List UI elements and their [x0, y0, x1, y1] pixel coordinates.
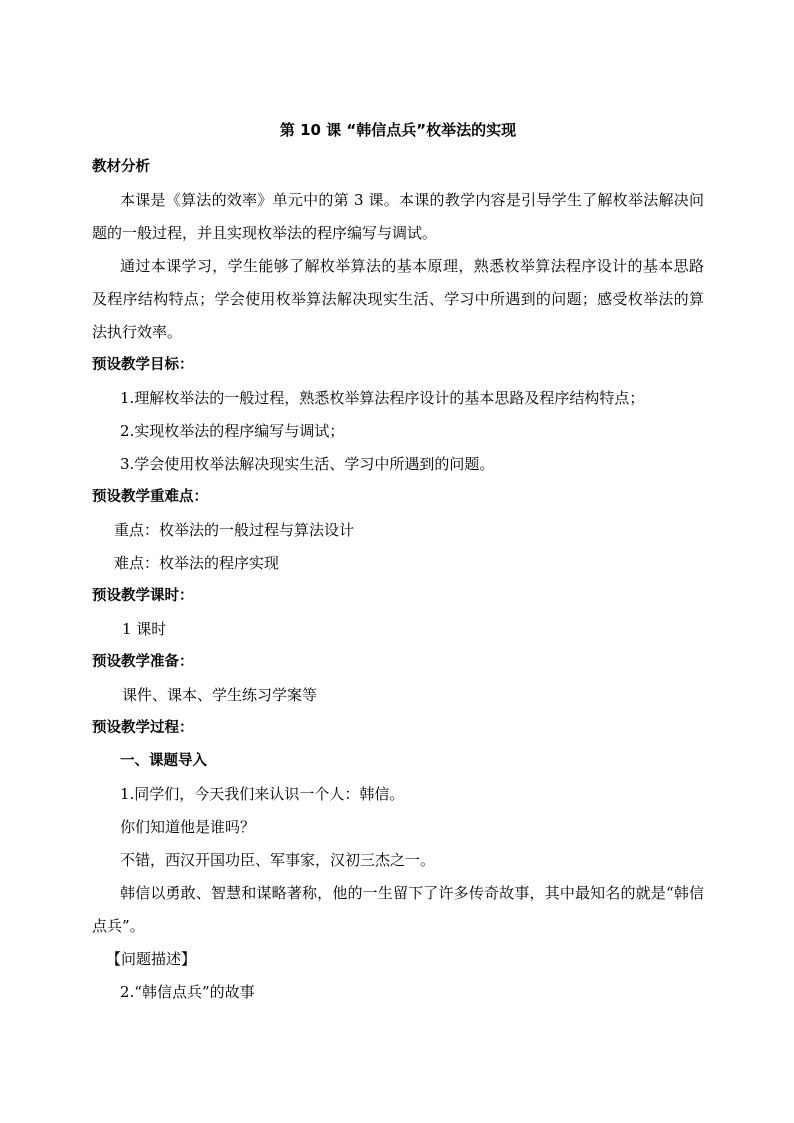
section-heading-objectives: 预设教学目标：	[92, 357, 194, 373]
preparation-value: 课件、课本、学生练习学案等	[122, 686, 318, 704]
document-body	[92, 118, 704, 1009]
section-heading-process: 预设教学过程：	[92, 720, 194, 736]
page-title: 第 10 课 “韩信点兵”枚举法的实现	[279, 121, 517, 139]
list-item: 3.学会使用枚举法解决现实生活、学习中所遇到的问题。	[120, 455, 495, 473]
hours-value: 1 课时	[122, 620, 167, 638]
process-line: 1.同学们，今天我们来认识一个人：韩信。	[120, 785, 405, 803]
section-heading-key-points: 预设教学重难点：	[92, 489, 208, 505]
list-item: 1.理解枚举法的一般过程，熟悉枚举算法程序设计的基本思路及程序结构特点；	[120, 389, 645, 407]
section-heading-preparation: 预设教学准备：	[92, 654, 194, 670]
list-item: 2.实现枚举法的程序编写与调试；	[120, 422, 345, 440]
process-line: 你们知道他是谁吗？	[120, 818, 256, 836]
section-heading-hours: 预设教学课时：	[92, 588, 194, 604]
paragraph: 通过本课学习，学生能够了解枚举算法的基本原理，熟悉枚举算法程序设计的基本思路及程序结构特点；学会使用枚举算法解决现实生活、学习中所遇到的问题；感受枚举法的算法执行效率。	[92, 257, 704, 341]
subheading-intro: 一、课题导入	[120, 753, 207, 769]
section-heading-material-analysis: 教材分析	[92, 159, 150, 175]
paragraph: 本课是《算法的效率》单元中的第 3 课。本课的教学内容是引导学生了解枚举法解决问题的一般过程，并且实现枚举法的程序编写与调试。	[92, 191, 704, 242]
problem-label: 【问题描述】	[106, 950, 197, 968]
story-line: 2.“韩信点兵”的故事	[120, 983, 255, 1001]
difficult-point: 难点：枚举法的程序实现	[114, 554, 280, 572]
paragraph: 韩信以勇敢、智慧和谋略著称，他的一生留下了许多传奇故事，其中最知名的就是“韩信点兵”。	[92, 884, 704, 935]
process-line: 不错，西汉开国功臣、军事家，汉初三杰之一。	[120, 851, 436, 869]
key-point: 重点：枚举法的一般过程与算法设计	[114, 521, 355, 539]
